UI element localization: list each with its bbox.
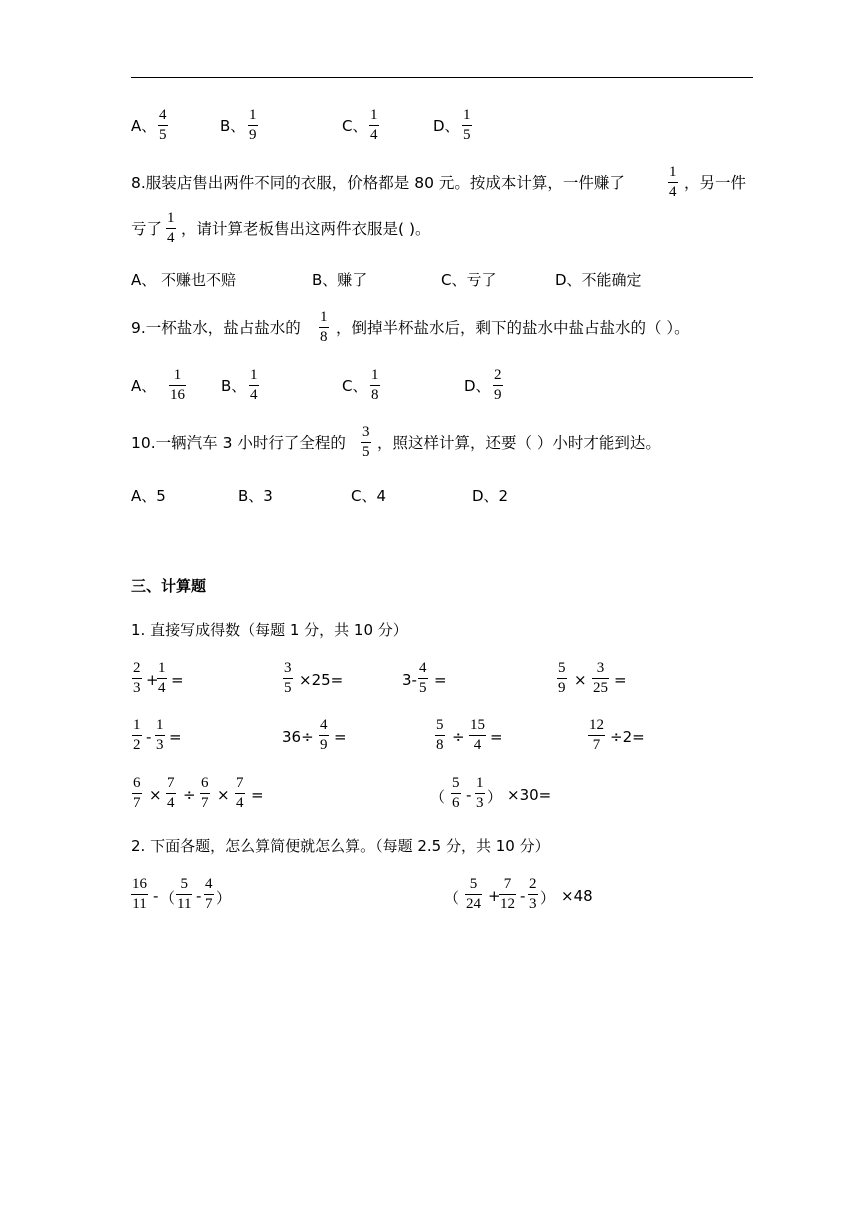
e2-frac-a: 3 5 xyxy=(284,660,292,696)
e9-frac-3: 6 7 xyxy=(201,775,209,811)
e9-op-3: × xyxy=(217,786,230,804)
q7-option-d-label: D、 xyxy=(433,117,460,135)
e10-frac-a: 5 6 xyxy=(452,775,460,811)
q9-option-d-label: D、 xyxy=(464,377,491,395)
q9-tail: ，倒掉半杯盐水后，剩下的盐水中盐占盐水的（ ）。 xyxy=(336,319,690,337)
e7-op: ÷ xyxy=(452,728,465,746)
e9-frac-1: 6 7 xyxy=(133,775,141,811)
e10-tail: ×30= xyxy=(507,786,552,804)
q9-option-a-label: A、 xyxy=(131,377,157,395)
q10-option-d: D、2 xyxy=(472,487,509,505)
q8-option-a: A、 不赚也不赔 xyxy=(131,271,237,289)
e4-eq: = xyxy=(614,671,627,689)
e6-frac-a: 4 9 xyxy=(320,717,328,753)
q10-head: 10.一辆汽车 3 小时行了全程的 xyxy=(131,434,346,452)
s1-rparen: ） xyxy=(216,889,232,907)
e7-frac-b: 15 4 xyxy=(470,717,485,753)
e7-eq: = xyxy=(490,728,503,746)
s2-tail: ×48 xyxy=(561,887,593,905)
q8-fraction-1: 1 4 xyxy=(669,164,677,200)
s1-frac-c: 4 7 xyxy=(205,876,213,912)
q10-tail: ，照这样计算，还要（ ）小时才能到达。 xyxy=(377,434,661,452)
e5-frac-b: 1 3 xyxy=(156,717,164,753)
e8-frac-a: 12 7 xyxy=(589,717,604,753)
e10-op: - xyxy=(466,786,472,804)
q9-option-c-label: C、 xyxy=(342,377,368,395)
q9-option-a-fraction: 1 16 xyxy=(170,367,185,403)
e9-op-2: ÷ xyxy=(183,786,196,804)
s2-op-2: - xyxy=(520,887,526,905)
q9-option-b-label: B、 xyxy=(221,377,247,395)
header-rule xyxy=(131,77,753,78)
e10-rparen: ） xyxy=(487,788,503,806)
s2-frac-a: 5 24 xyxy=(466,876,481,912)
q9-option-d-fraction: 2 9 xyxy=(494,367,502,403)
q8-line1-tail: ，另一件 xyxy=(684,174,747,192)
e9-op-1: × xyxy=(149,786,162,804)
s1-lparen: （ xyxy=(160,889,176,907)
q7-option-d-fraction: 1 5 xyxy=(463,107,471,143)
q7-option-a-label: A、 xyxy=(131,117,157,135)
q8-option-b: B、赚了 xyxy=(312,271,368,289)
s1-op-2: - xyxy=(196,887,202,905)
q7-option-c-label: C、 xyxy=(342,117,368,135)
e1-op: + xyxy=(146,671,159,689)
e5-frac-a: 1 2 xyxy=(133,717,141,753)
e8-tail: ÷2= xyxy=(610,728,645,746)
e10-frac-b: 1 3 xyxy=(476,775,484,811)
e4-op: × xyxy=(574,671,587,689)
s2-rparen: ） xyxy=(540,889,556,907)
q7-option-b-fraction: 1 9 xyxy=(249,107,257,143)
part-2-title: 2. 下面各题，怎么算简便就怎么算。（每题 2.5 分，共 10 分） xyxy=(131,837,550,855)
q9-head: 9.一杯盐水，盐占盐水的 xyxy=(131,319,301,337)
s2-frac-c: 2 3 xyxy=(529,876,537,912)
e1-frac-b: 1 4 xyxy=(158,660,166,696)
q10-option-a: A、5 xyxy=(131,487,166,505)
e4-frac-a: 5 9 xyxy=(558,660,566,696)
q7-option-a-fraction: 4 5 xyxy=(159,107,167,143)
q8-line2-tail: ，请计算老板售出这两件衣服是( )。 xyxy=(181,220,431,238)
e3-eq: = xyxy=(434,671,447,689)
e2-tail: ×25= xyxy=(299,671,344,689)
part-1-title: 1. 直接写成得数（每题 1 分，共 10 分） xyxy=(131,621,408,639)
s1-op: - xyxy=(153,887,159,905)
s1-frac-a: 16 11 xyxy=(132,876,147,912)
e1-frac-a: 2 3 xyxy=(133,660,141,696)
e10-lparen: （ xyxy=(430,788,446,806)
q10-option-c: C、4 xyxy=(351,487,387,505)
q8-option-c: C、亏了 xyxy=(441,271,497,289)
q9-fraction: 1 8 xyxy=(320,309,328,345)
e7-frac-a: 5 8 xyxy=(436,717,444,753)
q8-line1: 8.服装店售出两件不同的衣服，价格都是 80 元。按成本计算，一件赚了 xyxy=(131,174,625,192)
q7-option-c-fraction: 1 4 xyxy=(370,107,378,143)
s2-lparen: （ xyxy=(444,889,460,907)
e4-frac-b: 3 25 xyxy=(593,660,608,696)
q10-fraction: 3 5 xyxy=(362,424,370,460)
e6-eq: = xyxy=(334,728,347,746)
s1-frac-b: 5 11 xyxy=(177,876,192,912)
q8-line2-head: 亏了 xyxy=(131,220,163,238)
q8-option-d: D、不能确定 xyxy=(555,271,642,289)
e6-head: 36÷ xyxy=(282,728,314,746)
s2-frac-b: 7 12 xyxy=(500,876,515,912)
s2-op: + xyxy=(488,887,501,905)
q10-option-b: B、3 xyxy=(238,487,273,505)
q7-option-b-label: B、 xyxy=(220,117,246,135)
e3-frac-a: 4 5 xyxy=(419,660,427,696)
e9-eq: = xyxy=(251,786,264,804)
e5-eq: = xyxy=(169,728,182,746)
q9-option-c-fraction: 1 8 xyxy=(371,367,379,403)
e3-head: 3- xyxy=(402,671,417,689)
e1-eq: = xyxy=(171,671,184,689)
q8-fraction-2: 1 4 xyxy=(167,210,175,246)
e9-frac-4: 7 4 xyxy=(236,775,244,811)
q9-option-b-fraction: 1 4 xyxy=(250,367,258,403)
e5-op: - xyxy=(146,728,152,746)
section-3-title: 三、计算题 xyxy=(131,577,207,595)
e9-frac-2: 7 4 xyxy=(167,775,175,811)
